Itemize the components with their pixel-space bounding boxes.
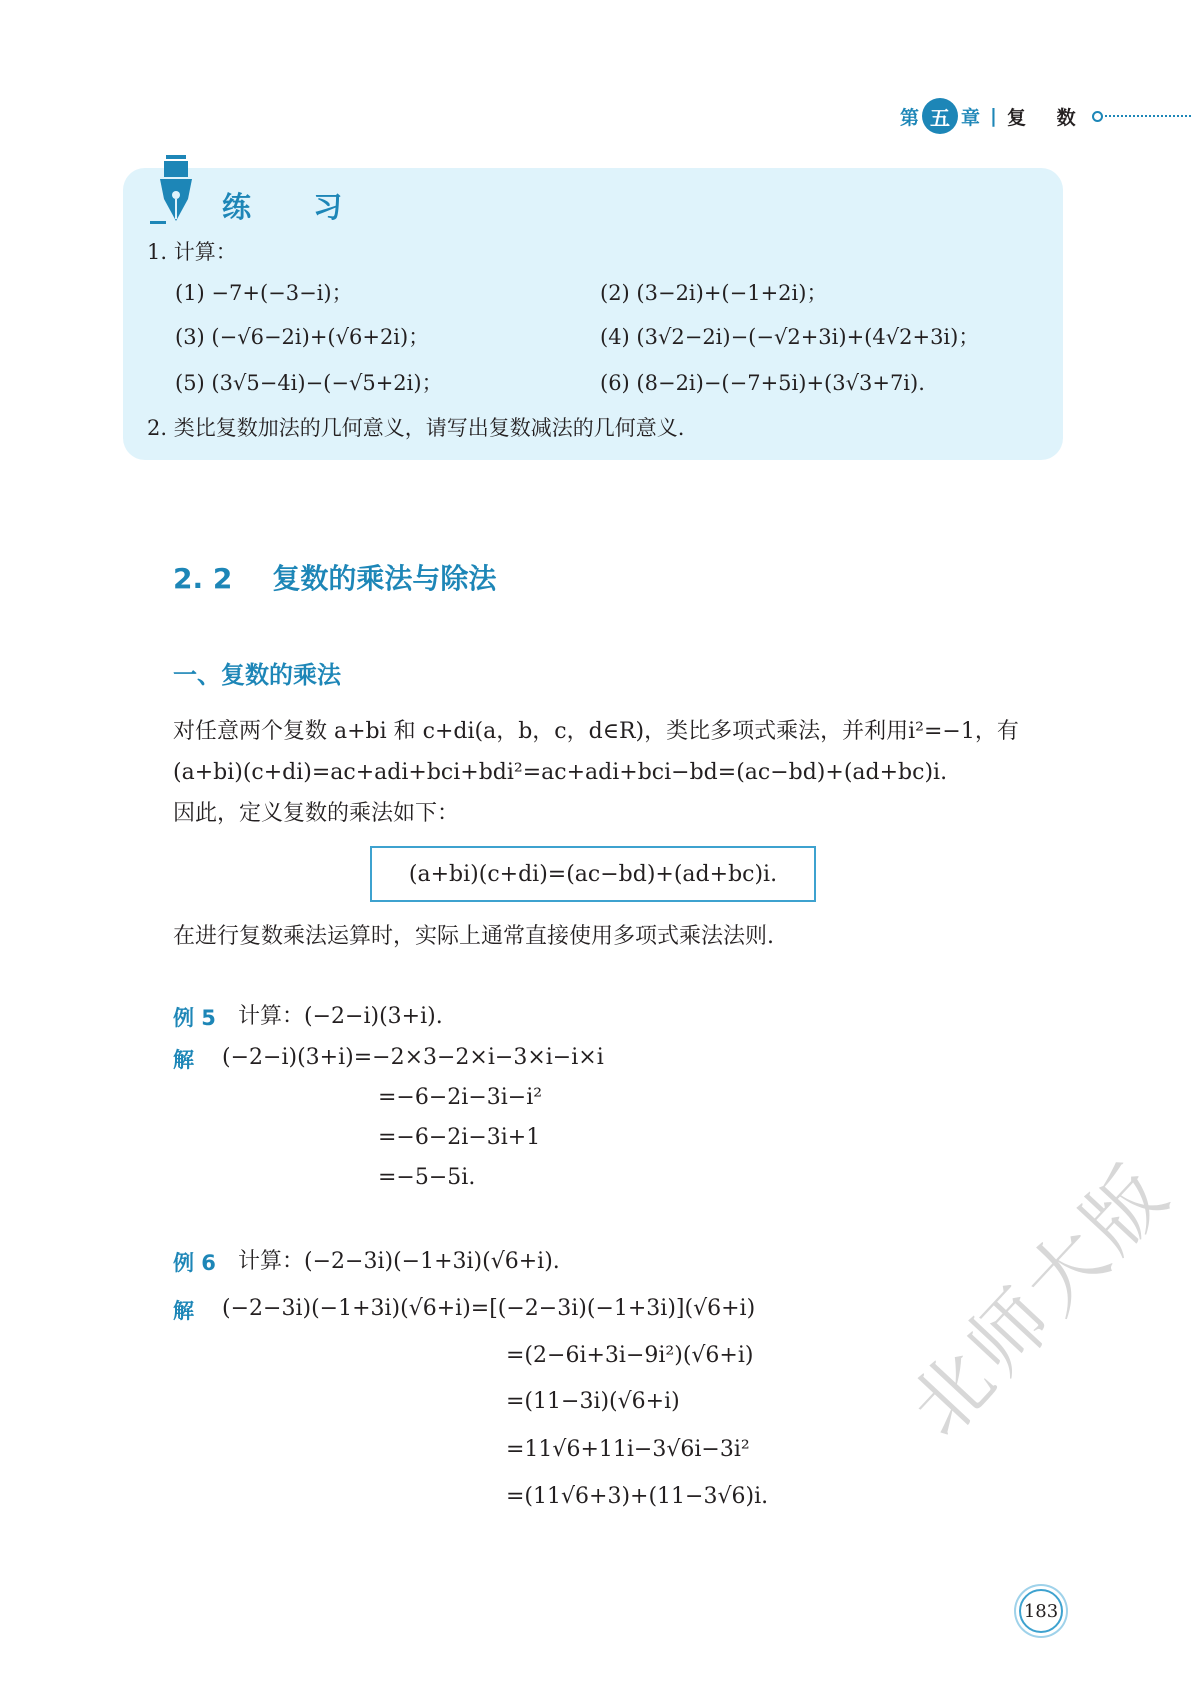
example-label: 例 5 (173, 1006, 216, 1030)
running-header (900, 96, 1191, 136)
example-5 (173, 1002, 216, 1032)
fountain-pen-icon (150, 155, 202, 227)
solution-step: =(2−6i+3i−9i²)(√6+i) (506, 1343, 754, 1368)
section-number: 2. 2 (173, 562, 233, 595)
practice-heading: 练 习 (222, 190, 369, 224)
practice-item: (3) (−√6−2i)+(√6+2i)； (175, 325, 430, 349)
chapter-number-badge: 五 (922, 98, 958, 134)
page-number: 183 (1019, 1589, 1063, 1633)
practice-q1-label: 1. 计算： (147, 240, 237, 264)
body-line: (a+bi)(c+di)=ac+adi+bci+bdi²=ac+adi+bci−bd=(ac−bd)+(ad+bc)i. (173, 760, 948, 785)
chapter-prefix: 第 (900, 106, 920, 129)
section-title-text: 复数的乘法与除法 (272, 562, 497, 595)
solution-step: =(11√6+3)+(11−3√6)i. (506, 1484, 769, 1509)
solution-label: 解 (173, 1299, 194, 1323)
example-problem: 计算：(−2−3i)(−1+3i)(√6+i). (238, 1249, 560, 1274)
solution-step: =−5−5i. (378, 1165, 476, 1190)
header-dot-icon (1092, 111, 1103, 122)
example-6 (173, 1247, 216, 1277)
multiplication-formula-box (370, 846, 816, 902)
body-line: 在进行复数乘法运算时，实际上通常直接使用多项式乘法法则. (173, 924, 774, 949)
body-line: 因此，定义复数的乘法如下： (173, 801, 460, 826)
solution-step: =11√6+11i−3√6i−3i² (506, 1437, 750, 1462)
practice-item: (2) (3−2i)+(−1+2i)； (600, 281, 828, 305)
chapter-suffix: 章 (961, 106, 981, 129)
multiplication-formula: (a+bi)(c+di)=(ac−bd)+(ad+bc)i. (408, 861, 778, 887)
subsection-title: 一、复数的乘法 (173, 661, 341, 689)
chapter-title: 复 数 (1006, 106, 1088, 129)
publisher-watermark: 北师大版 (893, 1146, 1189, 1454)
header-dotted-rule (1105, 115, 1191, 117)
example-problem: 计算：(−2−i)(3+i). (238, 1004, 443, 1029)
practice-item: (6) (8−2i)−(−7+5i)+(3√3+7i). (600, 371, 925, 395)
solution-step: =(11−3i)(√6+i) (506, 1389, 680, 1414)
solution-step: (−2−3i)(−1+3i)(√6+i)=[(−2−3i)(−1+3i)](√6+i) (222, 1296, 756, 1321)
practice-item: (4) (3√2−2i)−(−√2+3i)+(4√2+3i)； (600, 325, 980, 349)
practice-item: (5) (3√5−4i)−(−√5+2i)； (175, 371, 443, 395)
practice-item: (1) −7+(−3−i)； (175, 281, 353, 305)
body-line: 对任意两个复数 a+bi 和 c+di(a，b，c，d∈R)，类比多项式乘法，并利用i²=−1，有 (173, 719, 1019, 744)
solution-step: =−6−2i−3i−i² (378, 1085, 543, 1110)
practice-q2: 2. 类比复数加法的几何意义，请写出复数减法的几何意义. (147, 416, 685, 440)
solution-label: 解 (173, 1048, 194, 1072)
solution-step: =−6−2i−3i+1 (378, 1125, 541, 1150)
example-label: 例 6 (173, 1251, 216, 1275)
section-title (173, 557, 496, 597)
solution-step: (−2−i)(3+i)=−2×3−2×i−3×i−i×i (222, 1045, 604, 1070)
header-separator: | (990, 105, 997, 127)
